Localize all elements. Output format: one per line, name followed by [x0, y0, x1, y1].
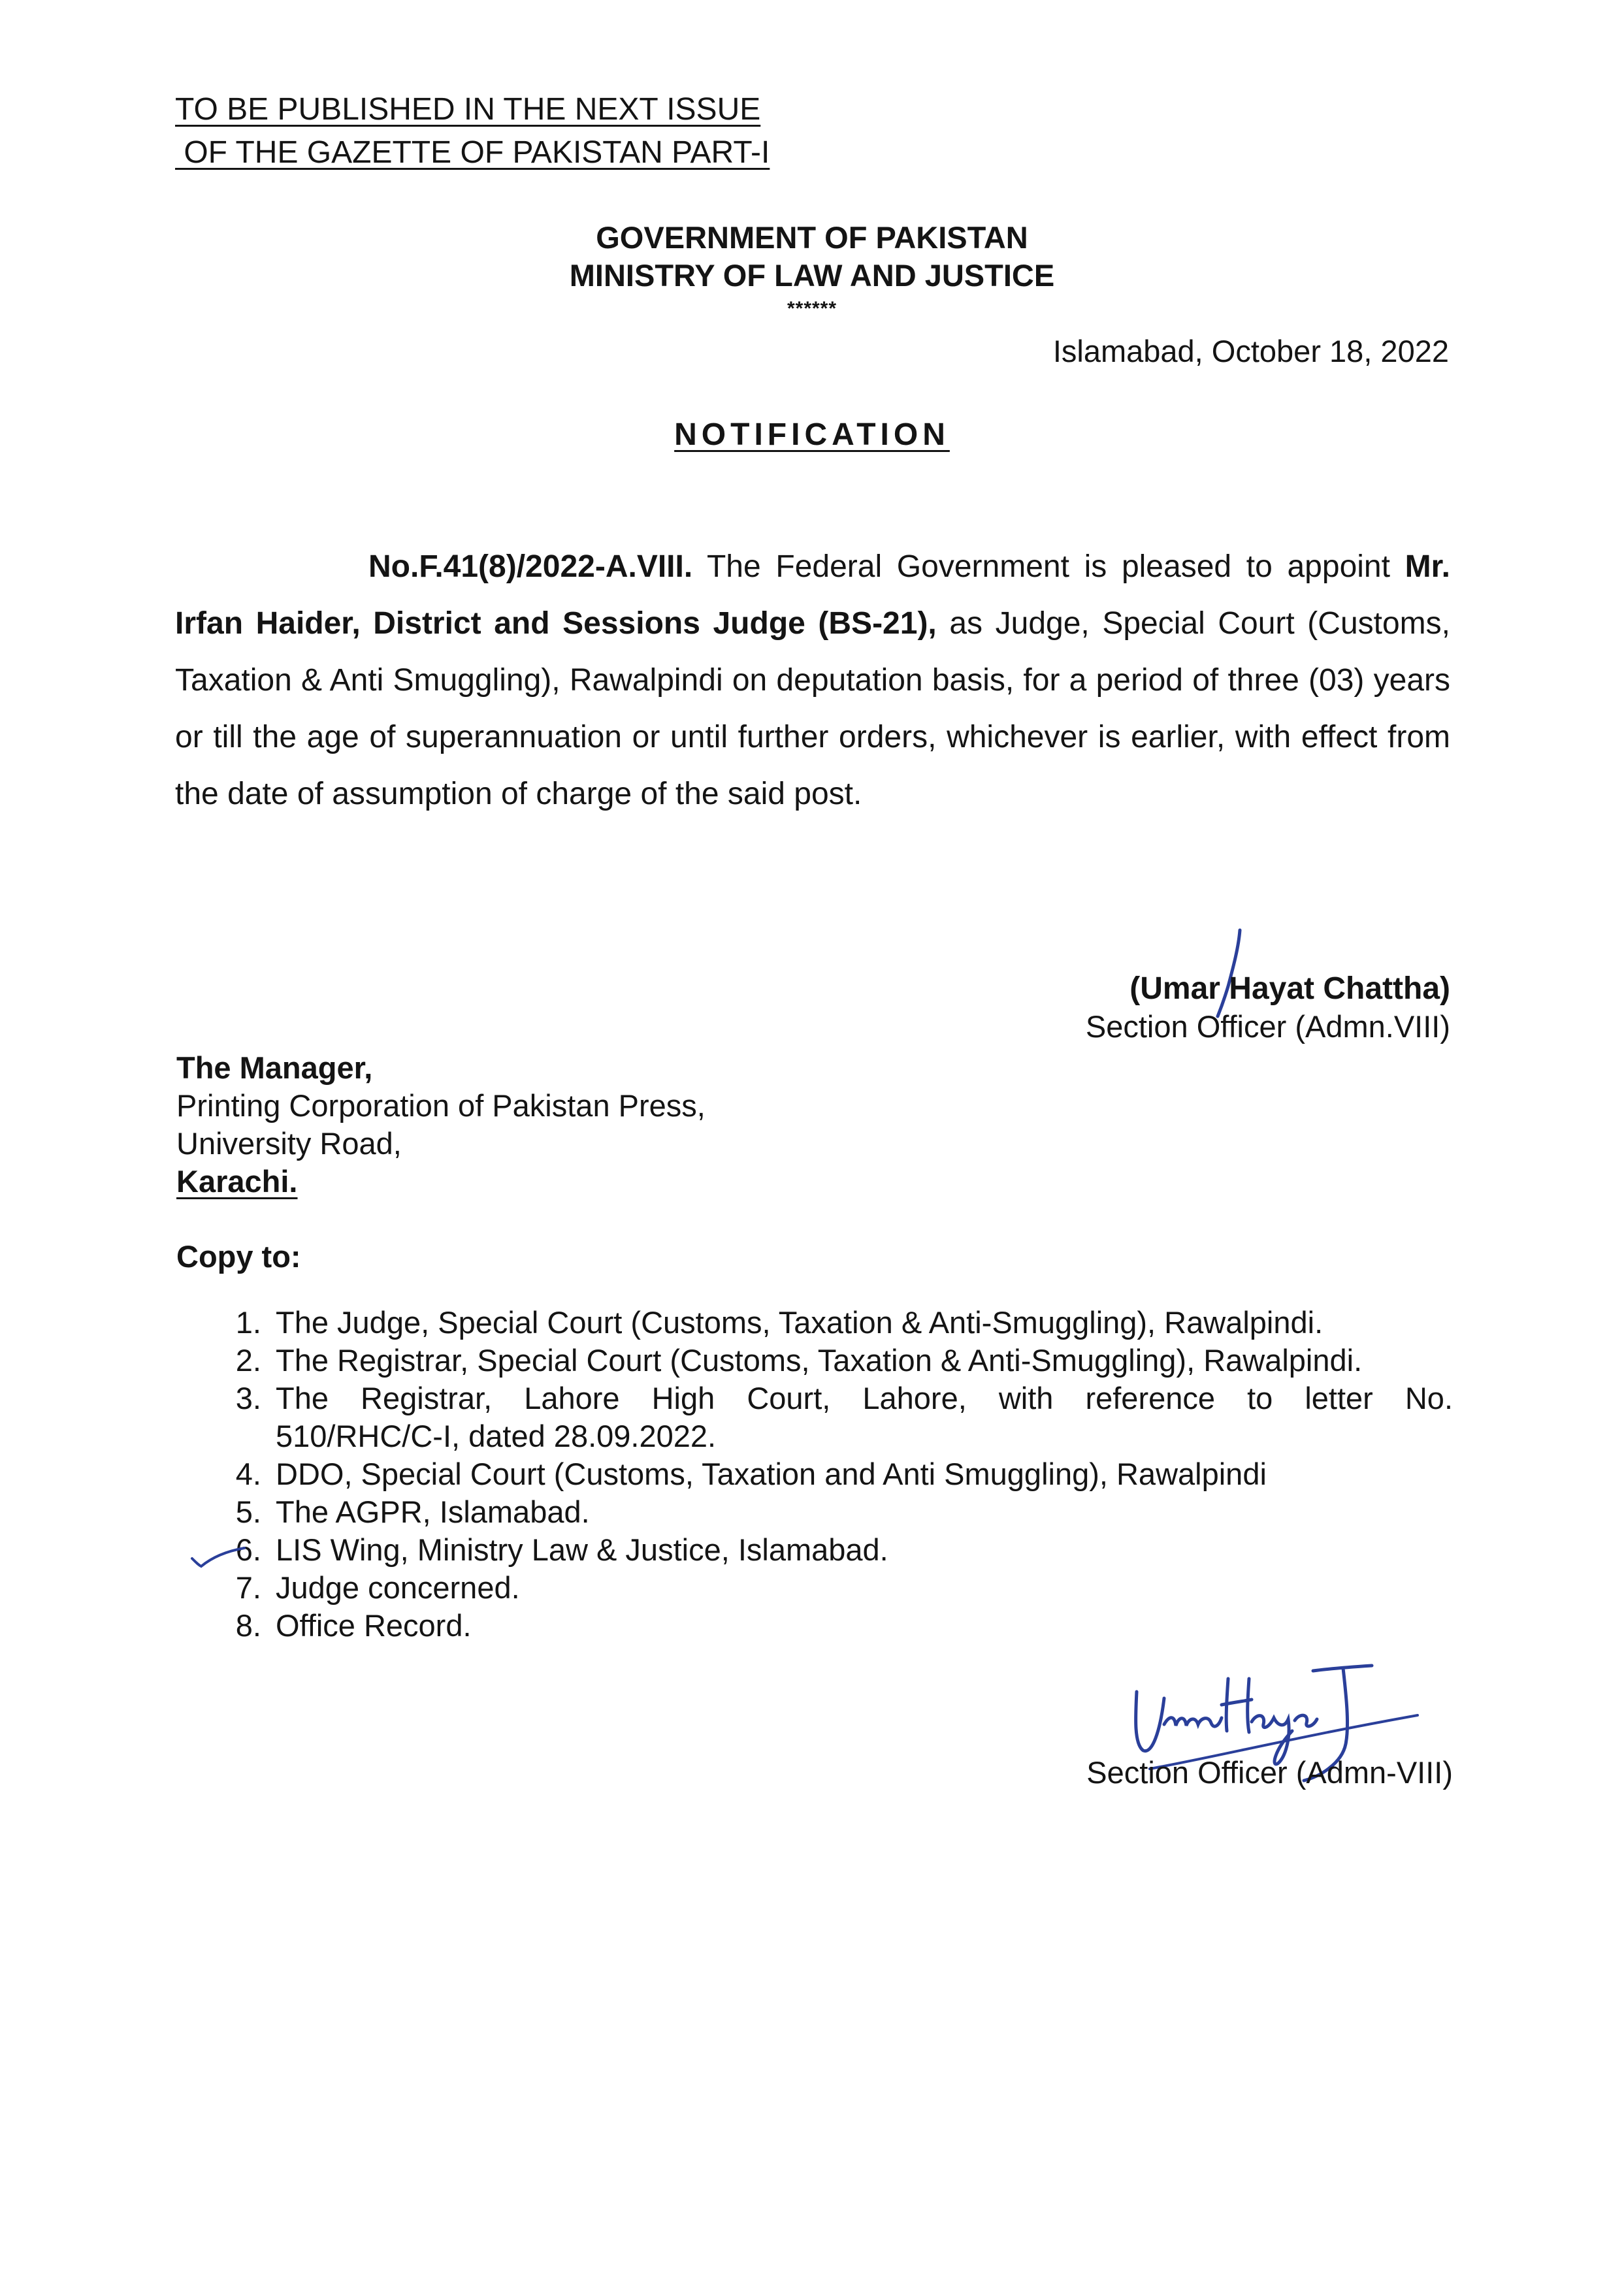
list-item-number: 5. — [235, 1494, 261, 1529]
copy-to-label: Copy to: — [176, 1239, 301, 1274]
list-item — [216, 1455, 1453, 1493]
list-item-number: 6. — [235, 1532, 261, 1567]
ministry-heading: MINISTRY OF LAW AND JUSTICE — [569, 258, 1055, 293]
addressee-block — [176, 1049, 706, 1201]
list-item-text: Judge concerned. — [276, 1570, 520, 1605]
signatory-name: (Umar Hayat Chattha) — [1129, 971, 1450, 1006]
body-text-1: The Federal Government is pleased to appoint — [692, 549, 1405, 584]
government-heading: GOVERNMENT OF PAKISTAN — [596, 220, 1028, 255]
signatory-title: Section Officer (Admn.VIII) — [1085, 1009, 1450, 1044]
heading-separator: ****** — [787, 298, 837, 319]
list-item-text: The Registrar, Lahore High Court, Lahore, with reference to letter No. — [276, 1381, 1453, 1415]
reference-number: No.F.41(8)/2022-A.VIII. — [368, 549, 693, 584]
list-item — [216, 1304, 1453, 1342]
list-item-number: 1. — [235, 1305, 261, 1340]
list-item-number: 2. — [235, 1343, 261, 1378]
notification-title — [0, 417, 1624, 453]
addressee-line2: University Road, — [176, 1126, 402, 1161]
list-item-number: 4. — [235, 1457, 261, 1491]
list-item — [216, 1607, 1453, 1645]
footer-signatory-title: Section Officer (Admn-VIII) — [1086, 1755, 1453, 1790]
list-item-text: Office Record. — [276, 1608, 472, 1643]
list-item — [216, 1380, 1453, 1455]
list-item-text: DDO, Special Court (Customs, Taxation and Anti Smuggling), Rawalpindi — [276, 1457, 1267, 1491]
notification-title-text: NOTIFICATION — [674, 417, 950, 452]
list-item-text: The Registrar, Special Court (Customs, Taxation & Anti-Smuggling), Rawalpindi. — [276, 1343, 1363, 1378]
appointee-name: Mr. Irfan Haider, District and Sessions Judge (BS-21), — [175, 549, 1450, 641]
notification-date: Islamabad, October 18, 2022 — [1052, 334, 1449, 368]
list-item — [216, 1531, 1453, 1569]
list-item-text: The AGPR, Islamabad. — [276, 1494, 590, 1529]
copy-to-list — [216, 1304, 1453, 1645]
list-item-text-continued: 510/RHC/C-I, dated 28.09.2022. — [276, 1419, 717, 1453]
addressee-line1: Printing Corporation of Pakistan Press, — [176, 1088, 706, 1123]
list-item-number: 3. — [235, 1381, 261, 1415]
list-item-text: LIS Wing, Ministry Law & Justice, Islamabad. — [276, 1532, 888, 1567]
list-item — [216, 1569, 1453, 1607]
list-item-number: 8. — [235, 1608, 261, 1643]
gazette-heading-line1: TO BE PUBLISHED IN THE NEXT ISSUE — [175, 92, 761, 127]
gazette-heading-line2: OF THE GAZETTE OF PAKISTAN PART-I — [175, 135, 770, 170]
tick-mark-icon — [189, 1544, 248, 1570]
list-item — [216, 1342, 1453, 1380]
list-item-text: The Judge, Special Court (Customs, Taxation & Anti-Smuggling), Rawalpindi. — [276, 1305, 1324, 1340]
body-text-2: as Judge, Special Court (Customs, Taxation & Anti Smuggling), Rawalpindi on deputation basis, for a period of three (03) years or till the age of superannuation or until further orders, whichever is earlier, with effect from the date of assumption of charge of the said post. — [175, 606, 1459, 811]
list-item-number: 7. — [235, 1570, 261, 1605]
list-item — [216, 1493, 1453, 1531]
addressee-city: Karachi. — [176, 1164, 298, 1199]
addressee-salutation: The Manager, — [176, 1050, 373, 1085]
notification-body — [175, 538, 1459, 822]
